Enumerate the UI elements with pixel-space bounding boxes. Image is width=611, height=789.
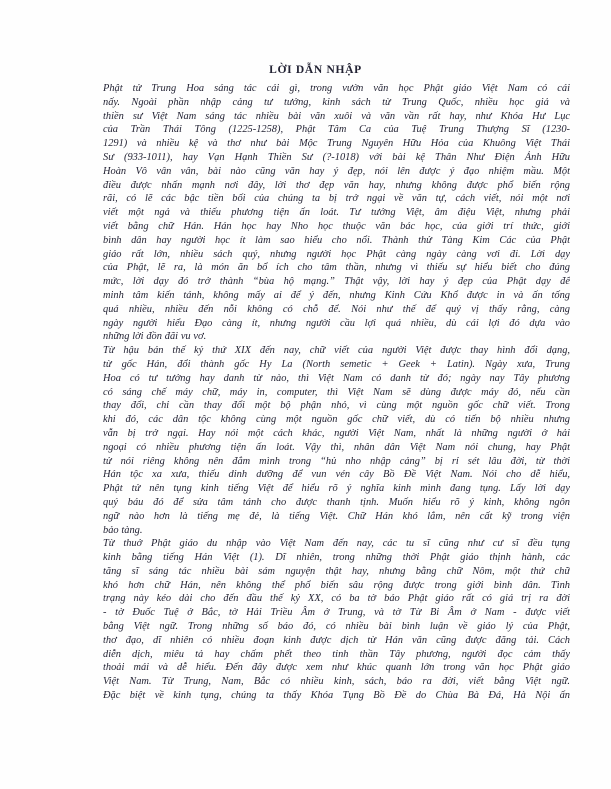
text-line: ngữ nào hơn là tiếng mẹ đẻ, là tiếng Việt. Chữ Hán khó lắm, nên cất kỹ trong viện	[103, 510, 570, 522]
text-line: thiền sư Việt Nam sáng tác nhiều bài văn xuôi và văn vần rất hay, như Khóa Hư Lục	[103, 110, 570, 122]
text-line: Phật tử nên tụng kinh tiếng Việt để hiểu rõ ý nghĩa kinh mình đang tụng. Lấy lời dạy	[103, 483, 570, 495]
paragraph	[103, 82, 570, 344]
page-title: LỜI DẪN NHẬP	[269, 64, 362, 76]
text-line: Việt Nam. Từ Trung, Nam, Bắc có nhiều kinh, sách, báo ra đời, viết bằng Việt ngữ.	[103, 676, 570, 688]
text-line: ngày người hiểu Đạo càng ít, nhưng người cầu lợi quá nhiều, dù cái lợi đó dựa vào	[103, 317, 570, 329]
text-line: mức, lời dạy đó trở thành “bùa hộ mạng.” Thật vậy, lời hay ý đẹp của Phật dạy để	[103, 276, 570, 288]
text-line: - tờ Đuốc Tuệ ở Bắc, tờ Hải Triều Âm ở Trung, và tờ Từ Bi Âm ở Nam - được viết	[103, 607, 570, 619]
text-line: của Phật, lẽ ra, là món ăn bổ ích cho tâm thần, nhưng vì thiếu sự hiểu biết cho đúng	[103, 262, 570, 274]
text-line: Sư (933-1011), hay Vạn Hạnh Thiền Sư (?-1018) với bài kệ Thân Như Điện Ảnh Hữu	[103, 151, 570, 163]
text-line: diễn dịch, miêu tả hay chấm phết theo tinh thần Tây phương, người đọc cảm thấy	[103, 648, 570, 660]
text-line: viết một ngả và thiếu phương tiện ấn loát. Tư tưởng Việt, âm điệu Việt, nhưng phải	[103, 207, 570, 219]
text-line: Từ hậu bán thế kỷ thứ XIX đến nay, chữ viết của người Việt được thay hình đổi dạng,	[103, 345, 570, 357]
text-line: điều được nhấn mạnh nơi đây, lời thơ đẹp văn hay, nhưng không được phổ biến rộng	[103, 179, 570, 191]
text-line: minh tâm kiến tánh, không mấy ai để ý đến, nhưng Kinh Cứu Khổ được in và ấn tống	[103, 289, 570, 301]
text-line: Hoàn Vô vân vân, bài nào cũng văn hay ý đẹp, nói lên được ý đạo nhiệm mầu. Một	[103, 165, 570, 177]
text-line: bình dân hay người học ít làm sao hiểu cho nổi. Thành thử Tàng Kim Các của Phật	[103, 234, 570, 246]
text-line: tử nói riêng không nên đắm mình trong “hủ nho nhập cảng” bị rỉ sét lâu đời, từ thời	[103, 455, 570, 467]
text-line: của Trần Thái Tông (1225-1258), Phật Tâm Ca của Tuệ Trung Thượng Sĩ (1230-	[103, 124, 570, 136]
text-line: kinh bằng tiếng Hán Việt (1). Dĩ nhiên, trong những thời Phật giáo thịnh hành, các	[103, 552, 570, 564]
text-line: viết bằng chữ Hán. Hán học hay Nho học thuộc văn bác học, của giới trí thức, giới	[103, 220, 570, 232]
text-line: Hán tộc xa xưa, thiếu dinh dưỡng để vun vén cây Bồ Đề Việt Nam. Nói cho dễ hiểu,	[103, 469, 570, 481]
text-line: nấy. Ngoài phần nhập cảng tư tưởng, kinh sách từ Trung Quốc, nhiều học giả và	[103, 96, 570, 108]
text-line: từ gốc Hán, đổi thành gốc Hy La (North semetic + Geek + Latin). Ngày xưa, Trung	[103, 358, 570, 370]
text-line: khó hơn chữ Hán, nên không thể phổ biến sâu rộng được trong giới bình dân. Tình	[103, 579, 570, 591]
text-line: Từ thuở Phật giáo du nhập vào Việt Nam đến nay, các tu sĩ cũng như cư sĩ đều tụng	[103, 538, 570, 550]
text-line: khi đó, các dân tộc không cùng một nguồn gốc chữ viết, dù có tiến bộ nhiều nhưng	[103, 414, 570, 426]
text-line: thoải mái và dễ hiểu. Đến đây được xem như khúc quanh lớn trong văn học Phật giáo	[103, 662, 570, 674]
text-line: giáo rất lớn, nhiều sách quý, nhưng người học Phật càng ngày càng vơi đi. Lời dạy	[103, 248, 570, 260]
text-line: có sáng chế máy chữ, máy in, computer, thì Việt Nam sẽ dùng được máy đó, nếu cần	[103, 386, 570, 398]
text-line: những lời đồn đãi vu vơ.	[103, 331, 207, 343]
text-line: vẫn bị trở ngại. Hay nói một cách khác, người Việt Nam, nhất là những người ở hải	[103, 427, 570, 439]
paragraph	[103, 537, 570, 703]
text-line: thay đổi, chỉ cần thay đổi một bộ phận nhỏ, vì cùng một nguồn gốc chữ viết. Trong	[103, 400, 570, 412]
text-line: quý báu đó để sửa tâm tánh cho được thanh tịnh. Muốn hiểu rõ ý kinh, không ngôn	[103, 496, 570, 508]
document-body	[103, 82, 570, 703]
text-line: Hoa có tư tưởng hay danh từ nào, thì Việt Nam có danh từ đó; ngày nay Tây phương	[103, 372, 570, 384]
text-line: thơ đạo, dĩ nhiên có nhiều đoạn kinh được dịch từ Hán văn cũng được đăng tải. Cách	[103, 634, 570, 646]
text-line: tăng sĩ sáng tác nhiều bài sám nguyện thật hay, nhưng bằng chữ Nôm, một thứ chữ	[103, 565, 570, 577]
text-line: quá nhiều, nhiều đến nỗi không có chỗ để. Nói như thế để quý vị thấy rằng, càng	[103, 303, 570, 315]
text-line: ngoại có nhiều phương tiện ấn loát. Vậy thì, nhân dân Việt Nam nói chung, hay Phật	[103, 441, 570, 453]
paragraph	[103, 344, 570, 537]
text-line: Đặc biệt về kinh tụng, chúng ta thấy Khóa Tụng Bồ Đề do Chùa Bà Đá, Hà Nội ấn	[103, 690, 570, 702]
text-line: trạng này kéo dài cho đến đầu thế kỷ XX, có ba tờ báo Phật giáo rất có giá trị ra đời	[103, 593, 570, 605]
text-line: 1291) và nhiều kệ và thơ như bài Mộc Trung Nguyên Hữu Hỏa của Khuông Việt Thái	[103, 138, 570, 150]
text-line: bảo tàng.	[103, 524, 143, 536]
text-line: rãi, có lẽ các bậc tiền bối của chúng ta bị trở ngại về văn tự, cách viết, nói một nơi	[103, 193, 570, 205]
text-line: bằng Việt ngữ. Trong những số báo đó, có nhiều bài bình luận về giáo lý của Phật,	[103, 621, 570, 633]
text-line: Phật tử Trung Hoa sáng tác cái gì, trong vườn văn học Phật giáo Việt Nam có cái	[103, 83, 570, 94]
